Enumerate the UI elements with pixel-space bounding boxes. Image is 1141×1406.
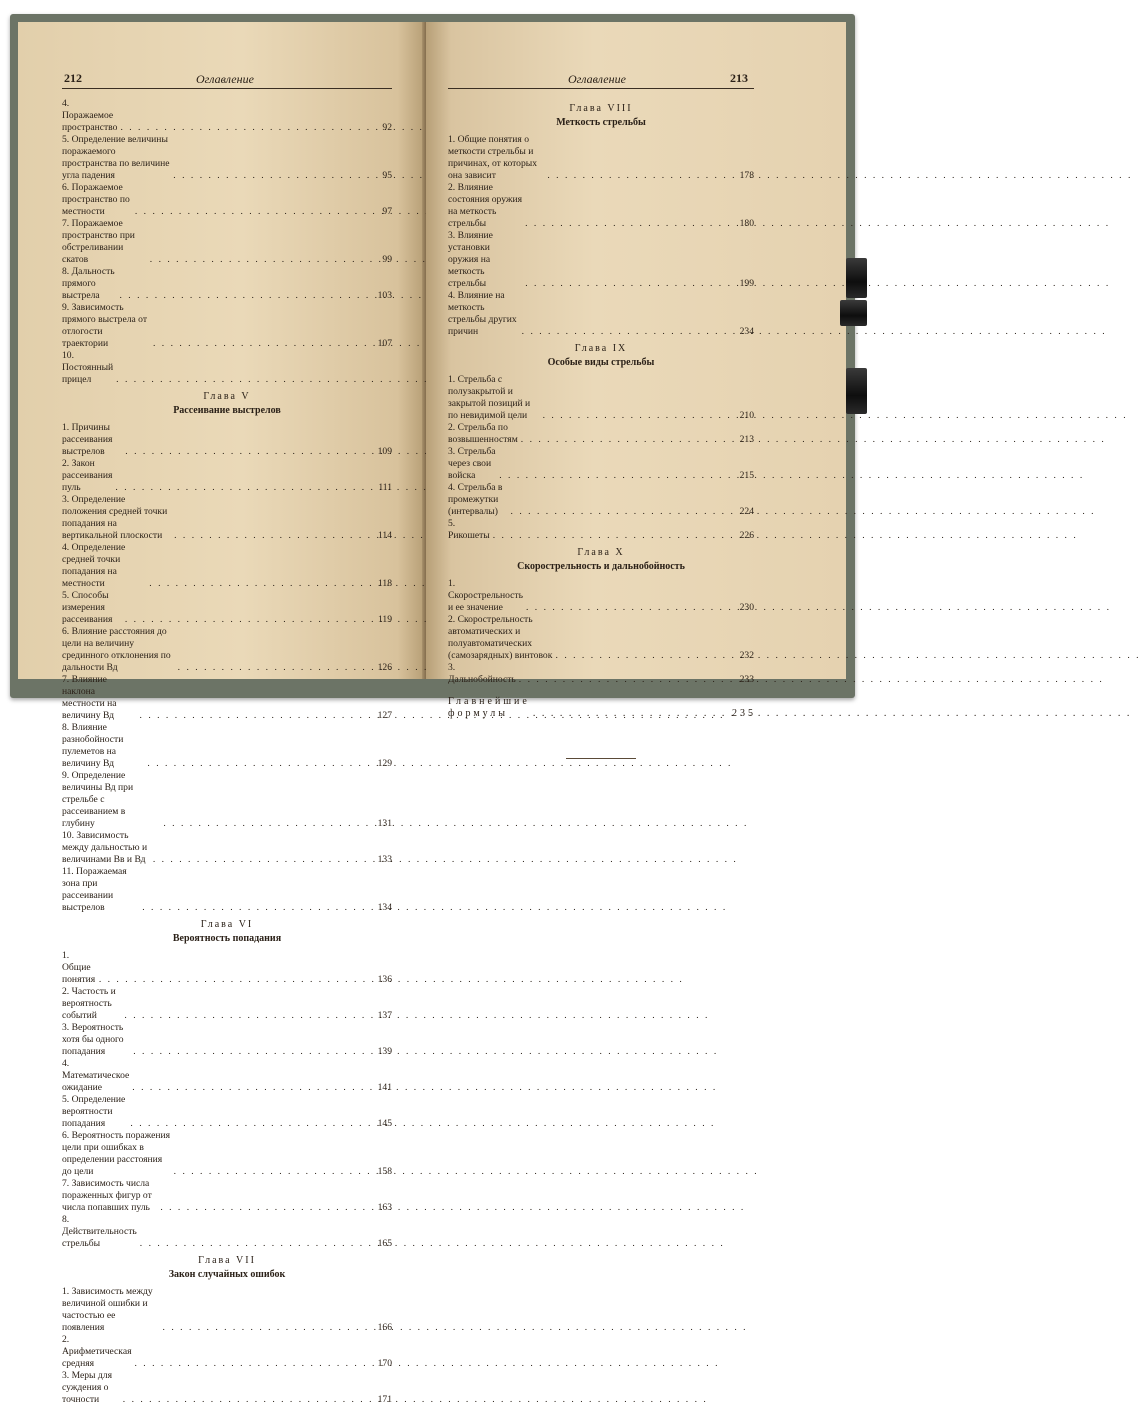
toc-entry: [62, 950, 392, 986]
chapter-10-list: [448, 578, 754, 686]
toc-entry: [62, 1178, 392, 1214]
toc-entry-page: 114: [377, 530, 392, 541]
toc-entry-title: 1. Зависимость между величиной ошибки и частостью ее появления: [62, 1286, 153, 1333]
toc-entry: [448, 662, 754, 686]
toc-entry-page: 180: [739, 218, 754, 229]
toc-entry: [448, 134, 754, 182]
toc-entry-page: 215: [739, 470, 754, 481]
leader-dots: [499, 470, 729, 482]
toc-entry-title: 2. Арифметическая средняя: [62, 1334, 132, 1369]
leader-dots: [163, 1322, 367, 1334]
toc-entry: [62, 302, 392, 350]
toc-entry-title: 4. Математическое ожидание: [62, 1058, 130, 1093]
toc-entry-page: 170: [377, 1358, 392, 1369]
leader-dots: [526, 602, 729, 614]
toc-entry-title: 2. Частость и вероятность событий: [62, 986, 116, 1021]
toc-entry: [62, 494, 392, 542]
leader-dots: [140, 710, 367, 722]
toc-entry: [62, 1058, 392, 1094]
toc-entry: [448, 182, 754, 230]
toc-entry: [62, 422, 392, 458]
leader-dots: [522, 326, 729, 338]
toc-entry-page: 118: [377, 578, 392, 589]
leader-dots: [525, 218, 729, 230]
toc-entry: [62, 1370, 392, 1406]
leader-dots: [493, 530, 729, 542]
chapter4-continued-list: [62, 98, 392, 386]
chapter-6-heading: Глава VI: [200, 919, 254, 930]
toc-entry-page: 107: [377, 338, 392, 349]
toc-entry-title: 7. Поражаемое пространство при обстреливании скатов: [62, 218, 135, 265]
leader-dots: [123, 1394, 367, 1406]
left-header-rule: [62, 88, 392, 89]
toc-entry-page: 137: [377, 1010, 392, 1021]
toc-entry-title: 2. Скорострельность автоматических и полуавтоматических (самозарядных) винтовок: [448, 614, 553, 661]
toc-entry-title: 3. Вероятность хотя бы одного попадания: [62, 1022, 124, 1057]
right-header-rule: [448, 88, 754, 89]
toc-entry-page: 235: [732, 708, 756, 719]
toc-entry-page: 126: [377, 662, 392, 673]
leader-dots: [115, 482, 367, 494]
toc-entry-title: 6. Влияние расстояния до цели на величину срединного отклонения по дальности Вд: [62, 626, 171, 673]
toc-entry: [448, 482, 754, 518]
chapter-9-title: Особые виды стрельбы: [547, 357, 655, 368]
toc-entry: [448, 614, 754, 662]
toc-entry: [62, 218, 392, 266]
right-page-header: Оглавление: [568, 72, 626, 86]
toc-entry: [448, 578, 754, 614]
toc-entry-page: 178: [739, 170, 754, 181]
toc-entry-page: 224: [739, 506, 754, 517]
toc-entry-title: 7. Влияние наклона местности на величину Вд: [62, 674, 117, 721]
toc-entry: [62, 590, 392, 626]
toc-entry-page: 232: [739, 650, 754, 661]
toc-entry-title: 4. Определение средней точки попадания на местности: [62, 542, 126, 589]
leader-dots: [125, 614, 367, 626]
toc-entry-title: 5. Определение величины поражаемого пространства по величине угла падения: [62, 134, 170, 181]
leader-dots: [150, 254, 367, 266]
toc-entry-title: 5. Рикошеты: [448, 518, 490, 541]
leader-dots: [533, 708, 729, 720]
toc-entry: [62, 830, 392, 866]
toc-entry: [62, 674, 392, 722]
toc-entry-page: 99: [382, 254, 392, 265]
toc-entry: [62, 1130, 392, 1178]
toc-entry: [62, 770, 392, 830]
toc-entry-page: 134: [377, 902, 392, 913]
leader-dots: [147, 758, 367, 770]
chapter-10-title: Скорострельность и дальнобойность: [517, 561, 685, 572]
toc-entry-page: 145: [377, 1118, 392, 1129]
chapter-10-heading: Глава X: [577, 547, 625, 558]
toc-entry: [448, 374, 754, 422]
toc-entry-page: 233: [739, 674, 754, 685]
toc-entry: [62, 1022, 392, 1058]
toc-entry-title: 2. Закон рассеивания пуль: [62, 458, 113, 493]
left-toc: [62, 98, 392, 1406]
toc-entry: [62, 1286, 392, 1334]
toc-entry-page: 139: [377, 1046, 392, 1057]
leader-dots: [543, 410, 729, 422]
chapter-6-title: Вероятность попадания: [172, 933, 282, 944]
toc-entry: [62, 1214, 392, 1250]
toc-entry: [62, 182, 392, 218]
left-page: [18, 22, 426, 1405]
right-page: [426, 22, 846, 719]
toc-entry-title: 10. Постоянный прицел: [62, 350, 114, 385]
binder-clip-bottom: [846, 368, 867, 414]
chapter-5-list: [62, 422, 392, 914]
leader-dots: [125, 446, 367, 458]
toc-entry-page: 210: [739, 410, 754, 421]
toc-entry-title: 8. Действительность стрельбы: [62, 1214, 137, 1249]
leader-dots: [525, 278, 729, 290]
leader-dots: [547, 170, 729, 182]
toc-entry: [448, 446, 754, 482]
toc-entry: [448, 518, 754, 542]
toc-entry-title: Главнейшие формулы: [448, 696, 530, 719]
toc-entry-title: 11. Поражаемая зона при рассеивании выстрелов: [62, 866, 127, 913]
chapter-5-heading: Глава V: [203, 391, 251, 402]
leader-dots: [135, 206, 367, 218]
toc-entry-title: 4. Поражаемое пространство: [62, 98, 118, 133]
leader-dots: [163, 818, 367, 830]
leader-dots: [142, 902, 367, 914]
chapter-8-heading: Глава VIII: [569, 103, 633, 114]
toc-entry: [62, 986, 392, 1022]
toc-entry-title: 9. Зависимость прямого выстрела от отлогости траектории: [62, 302, 148, 349]
leader-dots: [153, 338, 367, 350]
leader-dots: [124, 1010, 367, 1022]
toc-entry-title: 3. Стрельба через свои войска: [448, 446, 496, 481]
leader-dots: [174, 530, 367, 542]
chapter-8-title: Меткость стрельбы: [556, 117, 646, 128]
leader-dots: [521, 434, 729, 446]
leader-dots: [133, 1046, 367, 1058]
toc-entry-page: 119: [377, 614, 392, 625]
toc-entry-page: 129: [377, 758, 392, 769]
leader-dots: [140, 1238, 367, 1250]
toc-entry-page: 141: [377, 1082, 392, 1093]
toc-entry: [448, 230, 754, 290]
toc-entry-page: 95: [382, 170, 392, 181]
leader-dots: [130, 1118, 367, 1130]
toc-entry-title: 6. Вероятность поражения цели при ошибках в определении расстояния до цели: [62, 1130, 171, 1177]
toc-entry-page: 103: [377, 290, 392, 301]
toc-entry-title: 3. Определение положения средней точки попадания на вертикальной плоскости: [62, 494, 168, 541]
toc-entry: [62, 542, 392, 590]
toc-entry-page: 165: [377, 1238, 392, 1249]
toc-entry: [62, 98, 392, 134]
chapter-7-heading: Глава VII: [198, 1255, 256, 1266]
toc-entry-page: 213: [739, 434, 754, 445]
toc-entry: [448, 290, 754, 338]
chapter-8-list: [448, 134, 754, 338]
leader-dots: [519, 674, 729, 686]
leader-dots: [132, 1082, 367, 1094]
left-page-header: Оглавление: [196, 72, 254, 86]
toc-entry: [62, 266, 392, 302]
leader-dots: [135, 1358, 368, 1370]
chapter-7-list: [62, 1286, 392, 1406]
toc-entry-title: 4. Влияние на меткость стрельбы других причин: [448, 290, 517, 337]
toc-entry-title: 5. Определение вероятности попадания: [62, 1094, 126, 1129]
toc-entry-page: 127: [377, 710, 392, 721]
toc-entry-page: 163: [377, 1202, 392, 1213]
toc-entry-title: 1. Общие понятия о меткости стрельбы и причинах, от которых она зависит: [448, 134, 538, 181]
toc-entry-page: 199: [739, 278, 754, 289]
binder-clip-top: [846, 258, 867, 298]
toc-entry: [62, 134, 392, 182]
leader-dots: [556, 650, 729, 662]
left-page-number: 212: [64, 71, 82, 85]
right-toc: [448, 98, 754, 759]
toc-entry: [62, 350, 392, 386]
toc-entry-page: 166: [377, 1322, 392, 1333]
toc-entry-title: 8. Влияние разнобойности пулеметов на величину Вд: [62, 722, 124, 769]
toc-entry-page: 131: [377, 818, 392, 829]
toc-entry-title: 3. Дальнобойность: [448, 662, 516, 685]
toc-entry-title: 5. Способы измерения рассеивания: [62, 590, 113, 625]
chapter-5-title: Рассеивание выстрелов: [173, 405, 281, 416]
toc-entry-title: 4. Стрельба в промежутки (интервалы): [448, 482, 503, 517]
toc-entry: [62, 458, 392, 494]
toc-entry-page: 109: [377, 446, 392, 457]
toc-entry-page: 92: [382, 122, 392, 133]
toc-entry-title: 1. Скорострельность и ее значение: [448, 578, 523, 613]
leader-dots: [120, 122, 367, 134]
toc-entry-title: 10. Зависимость между дальностью и величинами Вв и Вд: [62, 830, 148, 865]
toc-entry-title: 1. Стрельба с полузакрытой и закрытой позиций и по невидимой цели: [448, 374, 531, 421]
leader-dots: [174, 1166, 367, 1178]
toc-entry-title: 3. Влияние установки оружия на меткость стрельбы: [448, 230, 493, 289]
toc-entry-page: 158: [377, 1166, 392, 1177]
leader-dots: [160, 1202, 367, 1214]
end-divider: [566, 758, 636, 759]
toc-entry-title: 9. Определение величины Вд при стрельбе с рассеиванием в глубину: [62, 770, 134, 829]
toc-entry: [62, 722, 392, 770]
leader-dots: [511, 506, 729, 518]
toc-entry-page: 111: [378, 482, 392, 493]
toc-entry-page: 226: [739, 530, 754, 541]
toc-entry-page: 133: [377, 854, 392, 865]
toc-entry: [62, 1334, 392, 1370]
toc-entry-page: 234: [739, 326, 754, 337]
chapter-9-heading: Глава IX: [574, 343, 628, 354]
toc-entry-page: 97: [382, 206, 392, 217]
toc-entry-title: 3. Меры для суждения о точности: [62, 1370, 112, 1405]
leader-dots: [99, 974, 367, 986]
toc-entry-title: 2. Стрельба по возвышенностям: [448, 422, 518, 445]
toc-entry-title: 6. Поражаемое пространство по местности: [62, 182, 130, 217]
toc-entry-title: 1. Общие понятия: [62, 950, 96, 985]
toc-entry-title: 2. Влияние состояния оружия на меткость стрельбы: [448, 182, 523, 229]
toc-entry-page: 171: [377, 1394, 392, 1405]
toc-entry-title: 7. Зависимость числа пораженных фигур от числа попавших пуль: [62, 1178, 152, 1213]
toc-entry: [62, 866, 392, 914]
leader-dots: [173, 170, 367, 182]
leader-dots: [149, 578, 367, 590]
chapter-9-list: [448, 374, 754, 542]
right-page-number: 213: [730, 71, 748, 85]
toc-entry-page: 136: [377, 974, 392, 985]
leader-dots: [116, 374, 367, 386]
chapter-7-title: Закон случайных ошибок: [168, 1269, 286, 1280]
leader-dots: [120, 290, 368, 302]
toc-entry: [62, 1094, 392, 1130]
toc-entry-formulas: [448, 696, 754, 720]
leader-dots: [178, 662, 367, 674]
chapter-6-list: [62, 950, 392, 1250]
toc-entry-page: 230: [739, 602, 754, 613]
binder-clip-arm: [840, 300, 867, 326]
toc-entry-title: 1. Причины рассеивания выстрелов: [62, 422, 113, 457]
leader-dots: [153, 854, 367, 866]
toc-entry: [448, 422, 754, 446]
toc-entry: [62, 626, 392, 674]
toc-entry-title: 8. Дальность прямого выстрела: [62, 266, 115, 301]
